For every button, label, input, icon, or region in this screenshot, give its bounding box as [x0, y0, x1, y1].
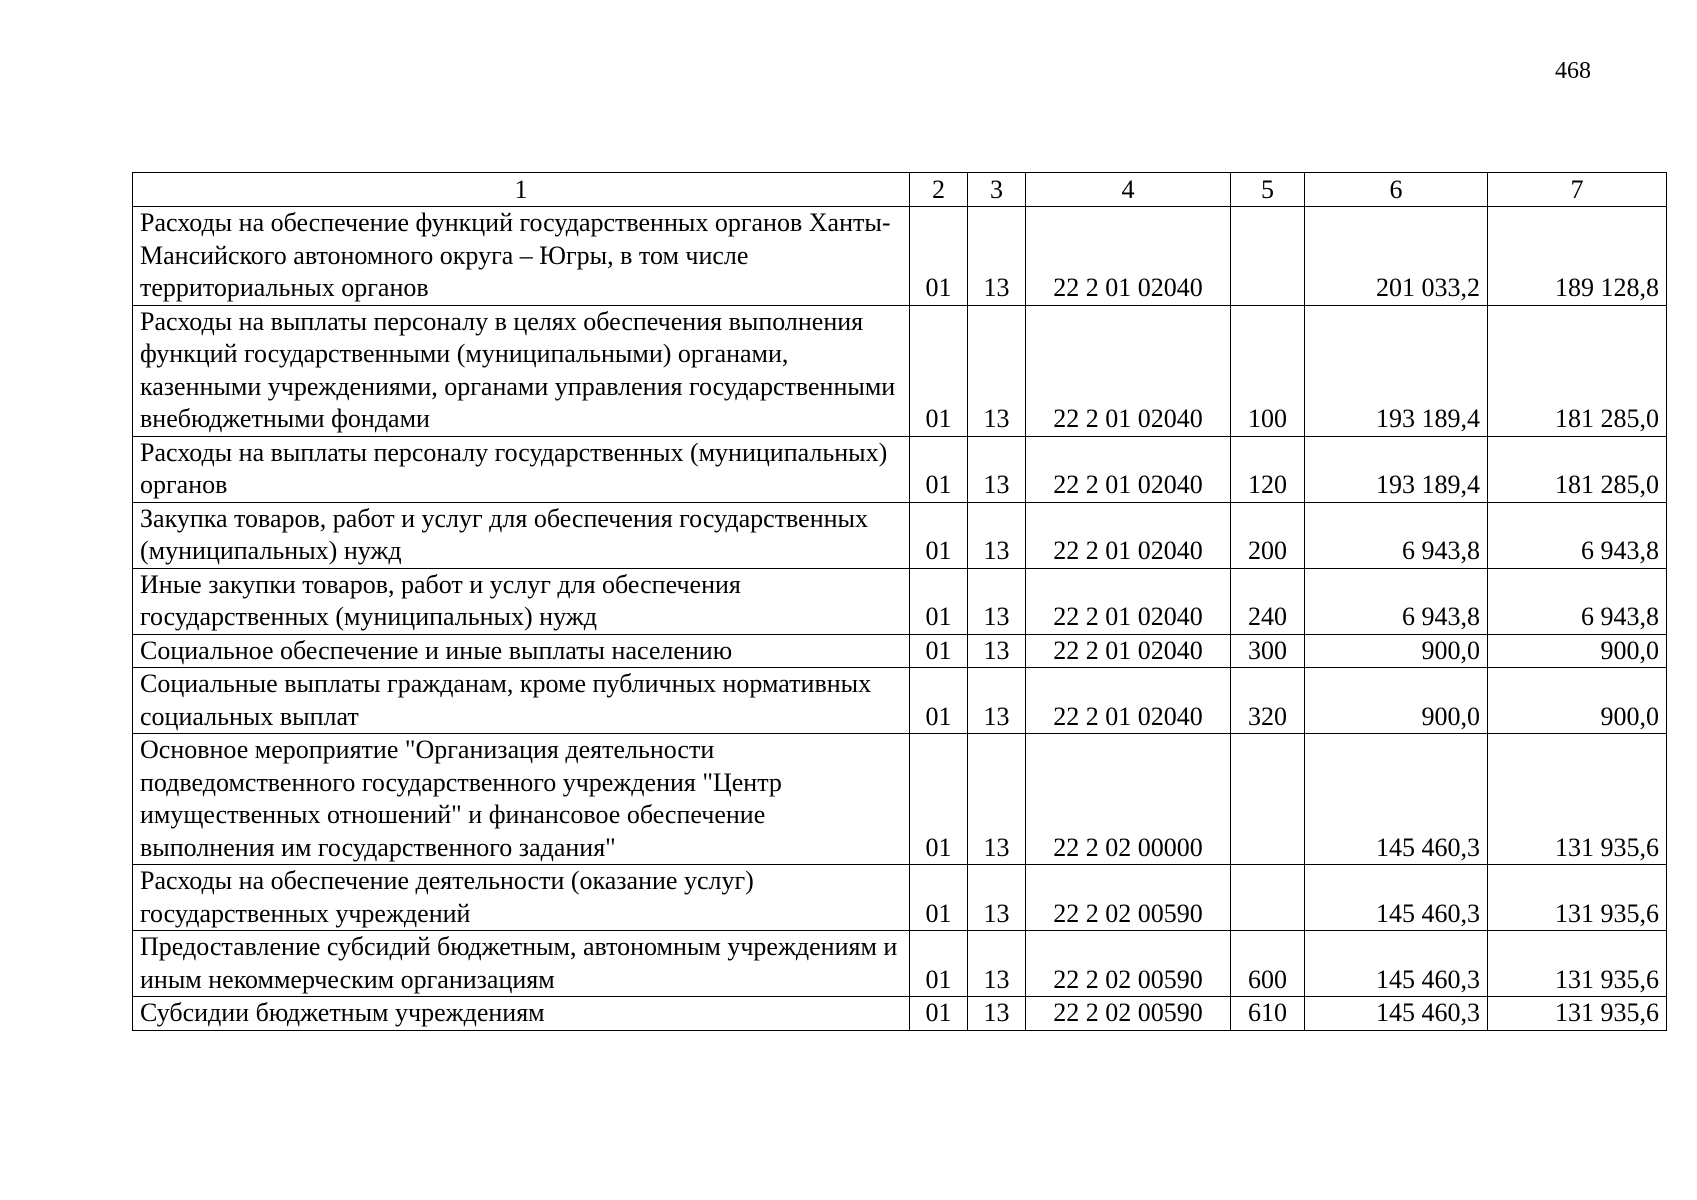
expense-name-cell: Социальное обеспечение и иные выплаты населению [133, 634, 910, 668]
amount-cell: 181 285,0 [1488, 305, 1667, 436]
amount-cell: 193 189,4 [1305, 436, 1488, 502]
section-code-cell: 01 [910, 502, 968, 568]
target-article-cell: 22 2 01 02040 [1026, 668, 1231, 734]
subsection-code-cell: 13 [968, 865, 1026, 931]
table-row [133, 997, 1667, 1031]
section-code-cell: 01 [910, 668, 968, 734]
amount-cell: 131 935,6 [1488, 997, 1667, 1031]
table-row [133, 502, 1667, 568]
target-article-cell: 22 2 01 02040 [1026, 502, 1231, 568]
target-article-cell: 22 2 01 02040 [1026, 436, 1231, 502]
amount-cell: 6 943,8 [1488, 502, 1667, 568]
target-article-cell: 22 2 01 02040 [1026, 207, 1231, 306]
table-row [133, 734, 1667, 865]
expense-name-cell: Расходы на обеспечение деятельности (оказание услуг) государственных учреждений [133, 865, 910, 931]
expense-name-cell: Основное мероприятие "Организация деятельности подведомственного государственного учреждения "Центр имущественных отношений" и финансовое обеспечение выполнения им государственного задания" [133, 734, 910, 865]
subsection-code-cell: 13 [968, 997, 1026, 1031]
expense-name-cell: Иные закупки товаров, работ и услуг для обеспечения государственных (муниципальных) нужд [133, 568, 910, 634]
section-code-cell: 01 [910, 568, 968, 634]
amount-cell: 900,0 [1305, 668, 1488, 734]
amount-cell: 145 460,3 [1305, 734, 1488, 865]
amount-cell: 900,0 [1305, 634, 1488, 668]
amount-cell: 181 285,0 [1488, 436, 1667, 502]
target-article-cell: 22 2 01 02040 [1026, 568, 1231, 634]
amount-cell: 6 943,8 [1488, 568, 1667, 634]
target-article-cell: 22 2 02 00000 [1026, 734, 1231, 865]
amount-cell: 6 943,8 [1305, 502, 1488, 568]
amount-cell: 6 943,8 [1305, 568, 1488, 634]
subsection-code-cell: 13 [968, 668, 1026, 734]
amount-cell: 201 033,2 [1305, 207, 1488, 306]
amount-cell: 145 460,3 [1305, 865, 1488, 931]
section-code-cell: 01 [910, 931, 968, 997]
target-article-cell: 22 2 02 00590 [1026, 997, 1231, 1031]
expense-name-cell: Расходы на выплаты персоналу в целях обеспечения выполнения функций государственными (муниципальными) органами, казенными учреждениями, органами управления государственными внебюджетными фондами [133, 305, 910, 436]
table-row [133, 865, 1667, 931]
expense-name-cell: Расходы на обеспечение функций государственных органов Ханты-Мансийского автономного округа – Югры, в том числе территориальных органов [133, 207, 910, 306]
subsection-code-cell: 13 [968, 634, 1026, 668]
expense-type-cell: 600 [1231, 931, 1305, 997]
table-row [133, 668, 1667, 734]
expense-type-cell: 120 [1231, 436, 1305, 502]
section-code-cell: 01 [910, 865, 968, 931]
subsection-code-cell: 13 [968, 436, 1026, 502]
header-row [133, 173, 1667, 207]
expense-type-cell: 610 [1231, 997, 1305, 1031]
table-row [133, 207, 1667, 306]
table-row [133, 931, 1667, 997]
budget-table [132, 172, 1667, 1031]
target-article-cell: 22 2 02 00590 [1026, 865, 1231, 931]
target-article-cell: 22 2 01 02040 [1026, 305, 1231, 436]
section-code-cell: 01 [910, 305, 968, 436]
expense-name-cell: Субсидии бюджетным учреждениям [133, 997, 910, 1031]
expense-type-cell: 240 [1231, 568, 1305, 634]
amount-cell: 189 128,8 [1488, 207, 1667, 306]
column-header: 5 [1231, 173, 1305, 207]
expense-type-cell: 200 [1231, 502, 1305, 568]
subsection-code-cell: 13 [968, 568, 1026, 634]
expense-type-cell [1231, 734, 1305, 865]
section-code-cell: 01 [910, 734, 968, 865]
column-header: 2 [910, 173, 968, 207]
expense-type-cell [1231, 865, 1305, 931]
table-row [133, 634, 1667, 668]
amount-cell: 900,0 [1488, 634, 1667, 668]
column-header: 4 [1026, 173, 1231, 207]
amount-cell: 145 460,3 [1305, 997, 1488, 1031]
column-header: 3 [968, 173, 1026, 207]
page-number: 468 [1555, 58, 1591, 84]
subsection-code-cell: 13 [968, 207, 1026, 306]
expense-type-cell [1231, 207, 1305, 306]
target-article-cell: 22 2 02 00590 [1026, 931, 1231, 997]
section-code-cell: 01 [910, 436, 968, 502]
subsection-code-cell: 13 [968, 734, 1026, 865]
column-header: 1 [133, 173, 910, 207]
expense-type-cell: 100 [1231, 305, 1305, 436]
amount-cell: 900,0 [1488, 668, 1667, 734]
subsection-code-cell: 13 [968, 502, 1026, 568]
table-row [133, 305, 1667, 436]
subsection-code-cell: 13 [968, 305, 1026, 436]
table-row [133, 436, 1667, 502]
expense-name-cell: Закупка товаров, работ и услуг для обеспечения государственных (муниципальных) нужд [133, 502, 910, 568]
subsection-code-cell: 13 [968, 931, 1026, 997]
expense-type-cell: 300 [1231, 634, 1305, 668]
table-row [133, 568, 1667, 634]
amount-cell: 145 460,3 [1305, 931, 1488, 997]
section-code-cell: 01 [910, 634, 968, 668]
amount-cell: 131 935,6 [1488, 865, 1667, 931]
amount-cell: 193 189,4 [1305, 305, 1488, 436]
expense-name-cell: Расходы на выплаты персоналу государственных (муниципальных) органов [133, 436, 910, 502]
expense-type-cell: 320 [1231, 668, 1305, 734]
column-header: 6 [1305, 173, 1488, 207]
expense-name-cell: Предоставление субсидий бюджетным, автономным учреждениям и иным некоммерческим организациям [133, 931, 910, 997]
target-article-cell: 22 2 01 02040 [1026, 634, 1231, 668]
amount-cell: 131 935,6 [1488, 734, 1667, 865]
amount-cell: 131 935,6 [1488, 931, 1667, 997]
section-code-cell: 01 [910, 997, 968, 1031]
section-code-cell: 01 [910, 207, 968, 306]
expense-name-cell: Социальные выплаты гражданам, кроме публичных нормативных социальных выплат [133, 668, 910, 734]
column-header: 7 [1488, 173, 1667, 207]
